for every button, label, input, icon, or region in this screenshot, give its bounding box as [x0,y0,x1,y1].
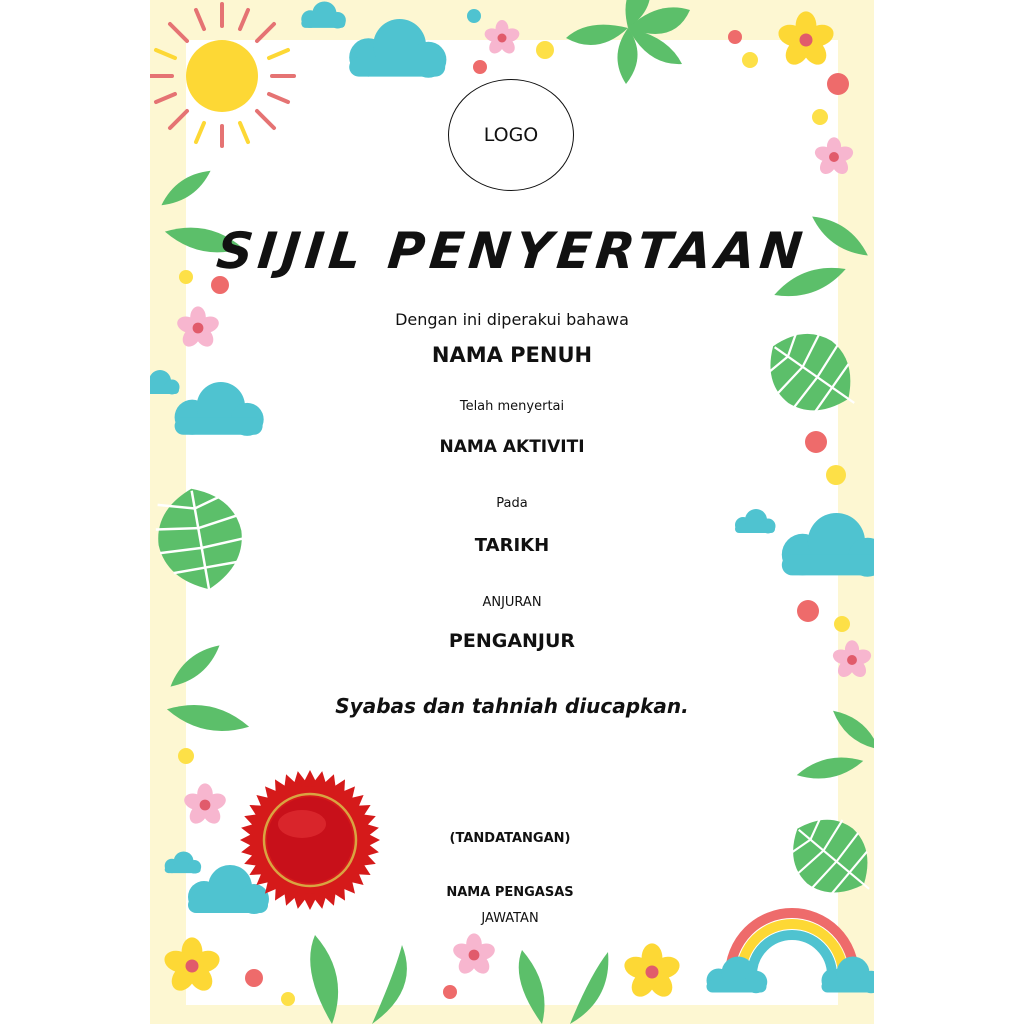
cloud-icon [165,852,201,874]
activity-name: NAMA AKTIVITI [439,437,585,457]
cloud-icon [349,19,446,78]
signature-placeholder: (TANDATANGAN) [449,831,571,846]
full-name: NAMA PENUH [431,343,593,367]
cloud-icon [150,370,180,395]
logo-placeholder: LOGO [448,79,574,191]
flower-icon [451,933,497,977]
certificate-page [150,0,874,1024]
sun-icon [150,4,294,146]
organizer-name: PENGANJUR [448,630,576,652]
leaf-icon [157,164,216,212]
organizer-label: ANJURAN [482,595,542,610]
flower-icon [162,937,223,995]
joined-label: Telah menyertai [459,399,565,414]
leaf-icon [566,0,690,84]
monstera-leaf-icon [751,315,874,434]
date-value: TARIKH [474,535,550,556]
date-label: Pada [496,496,528,511]
flower-icon [622,943,683,1001]
flower-icon [483,20,521,56]
flower-icon [182,783,228,827]
intro-text: Dengan ini diperakui bahawa [395,310,629,329]
certificate-title: SIJIL PENYERTAAN [214,222,810,280]
founder-name: NAMA PENGASAS [446,885,574,900]
flower-icon [776,11,837,69]
founder-position: JAWATAN [481,911,539,926]
flower-icon [813,137,855,177]
cloud-icon [301,1,346,28]
leaf-icon [795,752,865,784]
congratulations-text: Syabas dan tahniah diucapkan. [335,694,689,718]
cloud-icon [735,509,776,534]
